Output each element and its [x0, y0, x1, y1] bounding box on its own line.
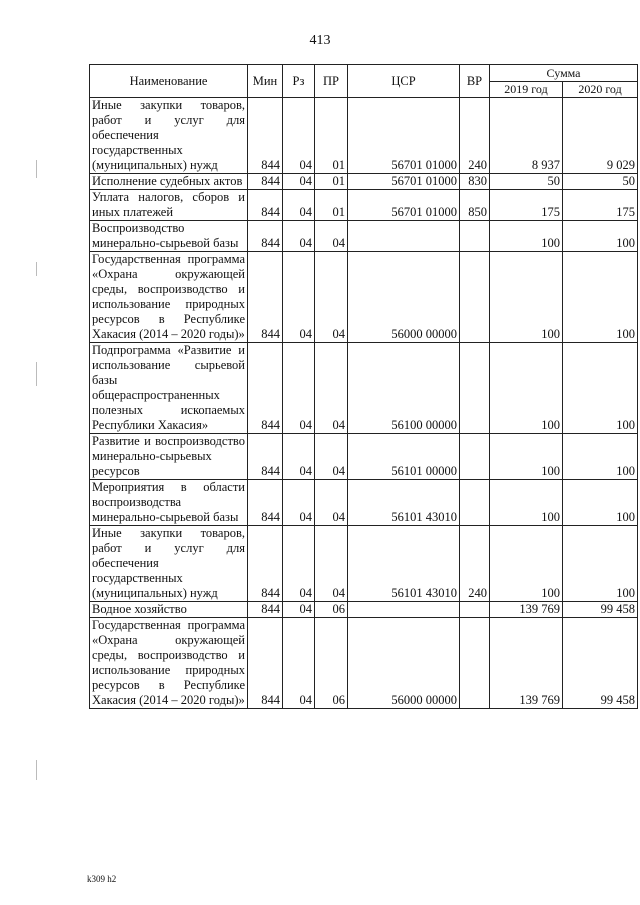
- row-2020: 9 029: [563, 98, 638, 174]
- header-vr: ВР: [460, 65, 490, 98]
- row-csr: 56101 00000: [348, 434, 460, 480]
- header-rz: Рз: [283, 65, 315, 98]
- row-min: 844: [248, 190, 283, 221]
- row-csr: 56701 01000: [348, 190, 460, 221]
- row-name: Государственная программа «Охрана окружающей среды, воспроизводство и использование природных ресурсов в Республике Хакасия (2014 – 2020 годы)»: [90, 252, 248, 343]
- row-name: Подпрограмма «Развитие и использование сырьевой базы общераспространенных полезных ископаемых Республики Хакасия»: [90, 343, 248, 434]
- row-2020: 100: [563, 221, 638, 252]
- table-row: [90, 98, 638, 174]
- row-vr: [460, 602, 490, 618]
- scan-mark: [36, 760, 37, 780]
- row-pr: 01: [315, 190, 348, 221]
- row-rz: 04: [283, 221, 315, 252]
- row-2020: 99 458: [563, 602, 638, 618]
- header-name: Наименование: [90, 65, 248, 98]
- row-min: 844: [248, 602, 283, 618]
- row-csr: [348, 602, 460, 618]
- row-name: Водное хозяйство: [90, 602, 248, 618]
- footer-code: k309 h2: [87, 874, 117, 884]
- table-row: [90, 221, 638, 252]
- row-pr: 01: [315, 98, 348, 174]
- row-rz: 04: [283, 602, 315, 618]
- row-csr: 56701 01000: [348, 174, 460, 190]
- row-min: 844: [248, 434, 283, 480]
- row-rz: 04: [283, 434, 315, 480]
- row-vr: [460, 252, 490, 343]
- scan-mark: [36, 262, 37, 276]
- scan-mark: [36, 362, 37, 386]
- row-2019: 100: [490, 252, 563, 343]
- row-2019: 100: [490, 434, 563, 480]
- row-2020: 100: [563, 343, 638, 434]
- row-rz: 04: [283, 190, 315, 221]
- row-csr: 56100 00000: [348, 343, 460, 434]
- header-csr: ЦСР: [348, 65, 460, 98]
- row-2020: 50: [563, 174, 638, 190]
- row-min: 844: [248, 252, 283, 343]
- row-csr: 56000 00000: [348, 618, 460, 709]
- row-min: 844: [248, 221, 283, 252]
- header-2020: 2020 год: [563, 82, 638, 98]
- row-min: 844: [248, 526, 283, 602]
- row-vr: [460, 221, 490, 252]
- row-pr: 06: [315, 618, 348, 709]
- row-csr: 56701 01000: [348, 98, 460, 174]
- row-csr: [348, 221, 460, 252]
- table-row: [90, 190, 638, 221]
- row-vr: 850: [460, 190, 490, 221]
- row-pr: 04: [315, 221, 348, 252]
- row-name: Мероприятия в области воспроизводства минерально-сырьевой базы: [90, 480, 248, 526]
- row-2020: 100: [563, 434, 638, 480]
- table-row: [90, 480, 638, 526]
- row-pr: 01: [315, 174, 348, 190]
- row-rz: 04: [283, 252, 315, 343]
- row-pr: 04: [315, 252, 348, 343]
- row-2019: 100: [490, 480, 563, 526]
- row-2019: 8 937: [490, 98, 563, 174]
- row-2020: 99 458: [563, 618, 638, 709]
- row-2020: 100: [563, 526, 638, 602]
- row-rz: 04: [283, 480, 315, 526]
- row-vr: [460, 618, 490, 709]
- row-2020: 100: [563, 252, 638, 343]
- row-2019: 175: [490, 190, 563, 221]
- row-2019: 100: [490, 221, 563, 252]
- table-row: [90, 434, 638, 480]
- row-name: Иные закупки товаров, работ и услуг для обеспечения государственных (муниципальных) нужд: [90, 526, 248, 602]
- table-row: [90, 174, 638, 190]
- row-2019: 50: [490, 174, 563, 190]
- page-number: 413: [309, 33, 331, 48]
- table-row: [90, 252, 638, 343]
- row-csr: 56101 43010: [348, 480, 460, 526]
- row-rz: 04: [283, 174, 315, 190]
- row-2019: 139 769: [490, 602, 563, 618]
- table-row: [90, 343, 638, 434]
- row-name: Исполнение судебных актов: [90, 174, 248, 190]
- row-pr: 04: [315, 343, 348, 434]
- row-pr: 04: [315, 480, 348, 526]
- row-vr: [460, 434, 490, 480]
- row-2020: 175: [563, 190, 638, 221]
- row-vr: 830: [460, 174, 490, 190]
- row-name: Воспроизводство минерально-сырьевой базы: [90, 221, 248, 252]
- row-rz: 04: [283, 618, 315, 709]
- row-min: 844: [248, 618, 283, 709]
- row-rz: 04: [283, 526, 315, 602]
- row-pr: 06: [315, 602, 348, 618]
- row-name: Уплата налогов, сборов и иных платежей: [90, 190, 248, 221]
- row-min: 844: [248, 480, 283, 526]
- row-csr: 56000 00000: [348, 252, 460, 343]
- table-row: [90, 602, 638, 618]
- row-rz: 04: [283, 98, 315, 174]
- row-min: 844: [248, 98, 283, 174]
- row-pr: 04: [315, 434, 348, 480]
- header-min: Мин: [248, 65, 283, 98]
- row-2019: 139 769: [490, 618, 563, 709]
- row-csr: 56101 43010: [348, 526, 460, 602]
- row-pr: 04: [315, 526, 348, 602]
- row-vr: 240: [460, 98, 490, 174]
- row-min: 844: [248, 343, 283, 434]
- row-rz: 04: [283, 343, 315, 434]
- scan-mark: [36, 160, 37, 178]
- row-2019: 100: [490, 343, 563, 434]
- row-vr: [460, 480, 490, 526]
- row-min: 844: [248, 174, 283, 190]
- header-pr: ПР: [315, 65, 348, 98]
- header-sum: Сумма: [490, 65, 638, 82]
- row-2019: 100: [490, 526, 563, 602]
- row-name: Развитие и воспроизводство минерально-сырьевых ресурсов: [90, 434, 248, 480]
- table-row: [90, 526, 638, 602]
- row-name: Государственная программа «Охрана окружающей среды, воспроизводство и использование природных ресурсов в Республике Хакасия (2014 – 2020 годы)»: [90, 618, 248, 709]
- row-vr: 240: [460, 526, 490, 602]
- row-vr: [460, 343, 490, 434]
- row-name: Иные закупки товаров, работ и услуг для обеспечения государственных (муниципальных) нужд: [90, 98, 248, 174]
- table-row: [90, 618, 638, 709]
- budget-table: [89, 64, 638, 709]
- header-2019: 2019 год: [490, 82, 563, 98]
- row-2020: 100: [563, 480, 638, 526]
